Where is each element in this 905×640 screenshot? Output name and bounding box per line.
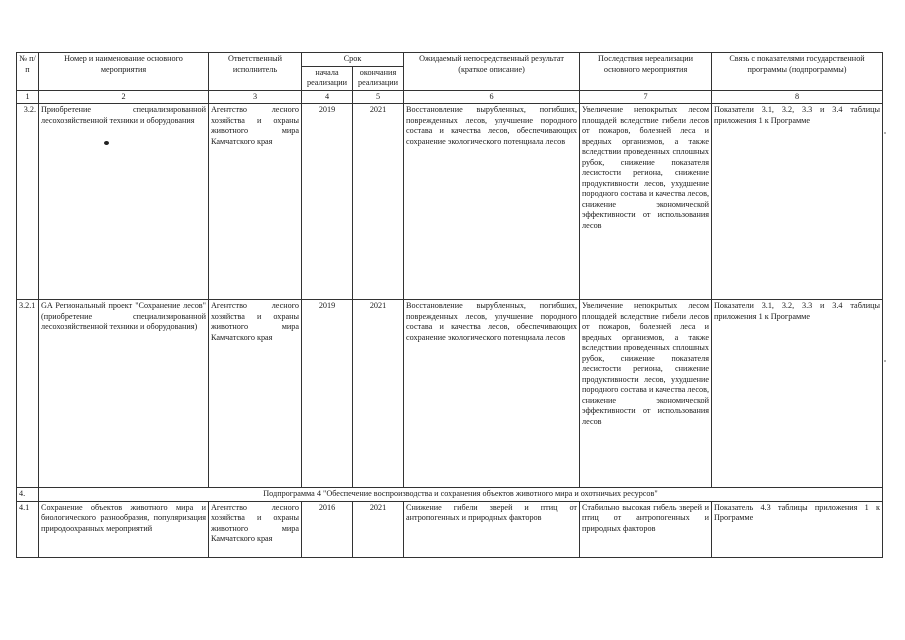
table-row: [17, 104, 883, 300]
header-consequences: Последствия нереализации основного мероприятия: [580, 53, 712, 91]
row-start: 2019: [302, 104, 353, 300]
row-result: Восстановление вырубленных, погибших, поврежденных лесов, улучшение породного состава и качества лесов, обеспечивающих сохранение экологического потенциала лесов: [404, 300, 580, 488]
column-number: 5: [353, 90, 404, 104]
row-executor: Агентство лесного хозяйства и охраны животного мира Камчатского края: [209, 104, 302, 300]
header-executor: Ответственный исполнитель: [209, 53, 302, 91]
row-end: 2021: [353, 501, 404, 557]
row-consequences: Стабильно высокая гибель зверей и птиц от антропогенных и природных факторов: [580, 501, 712, 557]
header-link: Связь с показателями государственной программы (подпрограммы): [712, 53, 883, 91]
row-start: 2016: [302, 501, 353, 557]
measures-table: [16, 52, 883, 558]
subprogram-title: Подпрограмма 4 "Обеспечение воспроизводства и сохранения объектов животного мира и охотничьих ресурсов": [39, 488, 883, 502]
row-link: Показатель 4.3 таблицы приложения 1 к Программе: [712, 501, 883, 557]
row-start: 2019: [302, 300, 353, 488]
row-name: Сохранение объектов животного мира и биологического разнообразия, популяризация природоохранных мероприятий: [39, 501, 209, 557]
row-result: Восстановление вырубленных, погибших, поврежденных лесов, улучшение породного состава и качества лесов, обеспечивающих сохранение экологического потенциала лесов: [404, 104, 580, 300]
row-end: 2021: [353, 300, 404, 488]
row-consequences: Увеличение непокрытых лесом площадей вследствие гибели лесов от пожаров, болезней леса и вредных организмов, а также вследствии проведенных сплошных рубок, снижение показателя лесистости региона, снижение продуктивности лесов, ухудшение породного состава и качества лесов, снижение экономической эффективности от использования лесов: [580, 300, 712, 488]
column-number: 6: [404, 90, 580, 104]
header-name: Номер и наименование основного мероприятия: [39, 53, 209, 91]
row-num: 3.2.1: [17, 300, 39, 488]
column-number: 3: [209, 90, 302, 104]
column-number: 2: [39, 90, 209, 104]
ink-mark: [104, 141, 109, 145]
row-link: Показатели 3.1, 3.2, 3.3 и 3.4 таблицы приложения 1 к Программе: [712, 300, 883, 488]
column-numbers-row: [17, 90, 883, 104]
scan-speck: [884, 360, 886, 362]
header-result: Ожидаемый непосредственный результат (краткое описание): [404, 53, 580, 91]
row-name: GA Региональный проект "Сохранение лесов" (приобретение специализированной лесохозяйственной техники и оборудования): [39, 300, 209, 488]
column-number: 7: [580, 90, 712, 104]
table-row: [17, 300, 883, 488]
row-executor: Агентство лесного хозяйства и охраны животного мира Камчатского края: [209, 300, 302, 488]
row-num: 4.1: [17, 501, 39, 557]
header-row: [17, 53, 883, 67]
row-name: Приобретение специализированной лесохозяйственной техники и оборудования: [39, 104, 209, 300]
column-number: 1: [17, 90, 39, 104]
row-link: Показатели 3.1, 3.2, 3.3 и 3.4 таблицы приложения 1 к Программе: [712, 104, 883, 300]
column-number: 4: [302, 90, 353, 104]
header-num: № п/п: [17, 53, 39, 91]
row-num: 3.2.: [17, 104, 39, 300]
scan-speck: [884, 132, 886, 134]
row-result: Снижение гибели зверей и птиц от антропогенных и природных факторов: [404, 501, 580, 557]
header-term-end: окончания реализации: [353, 66, 404, 90]
header-term: Срок: [302, 53, 404, 67]
table-row: [17, 501, 883, 557]
header-term-start: начала реализации: [302, 66, 353, 90]
subprogram-num: 4.: [17, 488, 39, 502]
row-end: 2021: [353, 104, 404, 300]
row-consequences: Увеличение непокрытых лесом площадей вследствие гибели лесов от пожаров, болезней леса и вредных организмов, а также вследствии проведенных сплошных рубок, снижение показателя лесистости региона, снижение продуктивности лесов, ухудшение породного состава и качества лесов, снижение экономической эффективности от использования лесов: [580, 104, 712, 300]
subprogram-row: [17, 488, 883, 502]
column-number: 8: [712, 90, 883, 104]
row-executor: Агентство лесного хозяйства и охраны животного мира Камчатского края: [209, 501, 302, 557]
